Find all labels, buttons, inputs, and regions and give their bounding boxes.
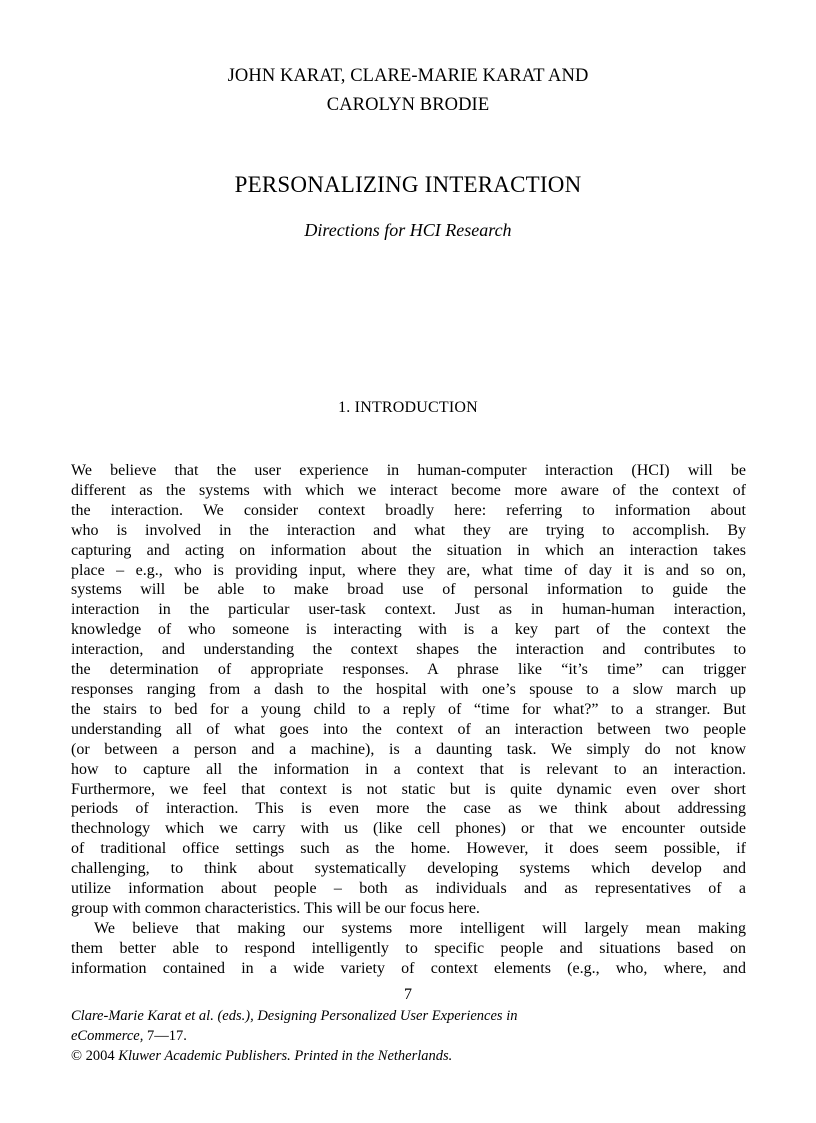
citation-journal: eCommerce,	[71, 1028, 144, 1044]
author-names	[0, 62, 816, 120]
section-heading: 1. INTRODUCTION	[338, 399, 478, 416]
body-line: them better able to respond intelligently to specific people and situations based on	[71, 939, 746, 957]
body-line: different as the systems with which we interact become more aware of the context of	[71, 481, 746, 499]
citation-footer	[71, 1006, 771, 1066]
body-line: group with common characteristics. This will be our focus here.	[71, 899, 480, 917]
author-line-2: CAROLYN BRODIE	[326, 95, 490, 115]
body-line: interaction in the particular user-task context. Just as in human-human interaction,	[71, 601, 746, 619]
body-line: of traditional office settings such as the home. However, it does seem possible, if	[71, 840, 746, 858]
author-line-1: JOHN KARAT, CLARE-MARIE KARAT AND	[227, 66, 589, 86]
copyright-publisher: Kluwer Academic Publishers. Printed in the Netherlands.	[114, 1048, 453, 1064]
chapter-title: PERSONALIZING INTERACTION	[234, 172, 582, 197]
body-line: interaction, and understanding the context shapes the interaction and contributes to	[71, 641, 746, 659]
body-line: responses ranging from a dash to the hospital with one’s spouse to a slow march up	[71, 680, 746, 698]
body-line: the determination of appropriate responses. A phrase like “it’s time” can trigger	[71, 661, 746, 679]
body-line: Furthermore, we feel that context is not static but is quite dynamic even over short	[71, 780, 746, 798]
citation-line-1: Clare-Marie Karat et al. (eds.), Designing Personalized User Experiences in	[71, 1008, 518, 1024]
copyright-year: © 2004	[71, 1048, 115, 1064]
body-line: how to capture all the information in a context that is relevant to an interaction.	[71, 760, 746, 778]
body-line: knowledge of who someone is interacting with is a key part of the context the	[71, 621, 746, 639]
body-line: utilize information about people – both as individuals and as representatives of a	[71, 880, 746, 898]
body-line: thechnology which we carry with us (like cell phones) or that we encounter outside	[71, 820, 746, 838]
body-text	[71, 461, 746, 979]
body-line: periods of interaction. This is even more the case as we think about addressing	[71, 800, 746, 818]
body-line: We believe that the user experience in human-computer interaction (HCI) will be	[71, 462, 746, 479]
citation-line-2	[71, 1026, 771, 1046]
body-line: understanding all of what goes into the context of an interaction between two people	[71, 720, 746, 738]
body-line: who is involved in the interaction and what they are trying to accomplish. By	[71, 521, 746, 539]
body-line: place – e.g., who is providing input, where they are, what time of day it is and so on,	[71, 561, 746, 579]
chapter-subtitle: Directions for HCI Research	[304, 220, 512, 240]
body-line: challenging, to think about systematically developing systems which develop and	[71, 860, 746, 878]
body-line: the interaction. We consider context broadly here: referring to information about	[71, 501, 746, 519]
body-line: the stairs to bed for a young child to a reply of “time for what?” to a stranger. But	[71, 700, 746, 718]
body-line: (or between a person and a machine), is a daunting task. We simply do not know	[71, 740, 746, 758]
body-line: systems will be able to make broad use of personal information to guide the	[71, 581, 746, 599]
body-line: We believe that making our systems more intelligent will largely mean making	[94, 919, 746, 937]
copyright-line	[71, 1046, 771, 1066]
page-number: 7	[404, 986, 412, 1003]
body-line: capturing and acting on information about the situation in which an interaction takes	[71, 541, 746, 559]
body-line: information contained in a wide variety of context elements (e.g., who, where, and	[71, 959, 746, 977]
citation-pages: 7—17.	[143, 1028, 187, 1044]
